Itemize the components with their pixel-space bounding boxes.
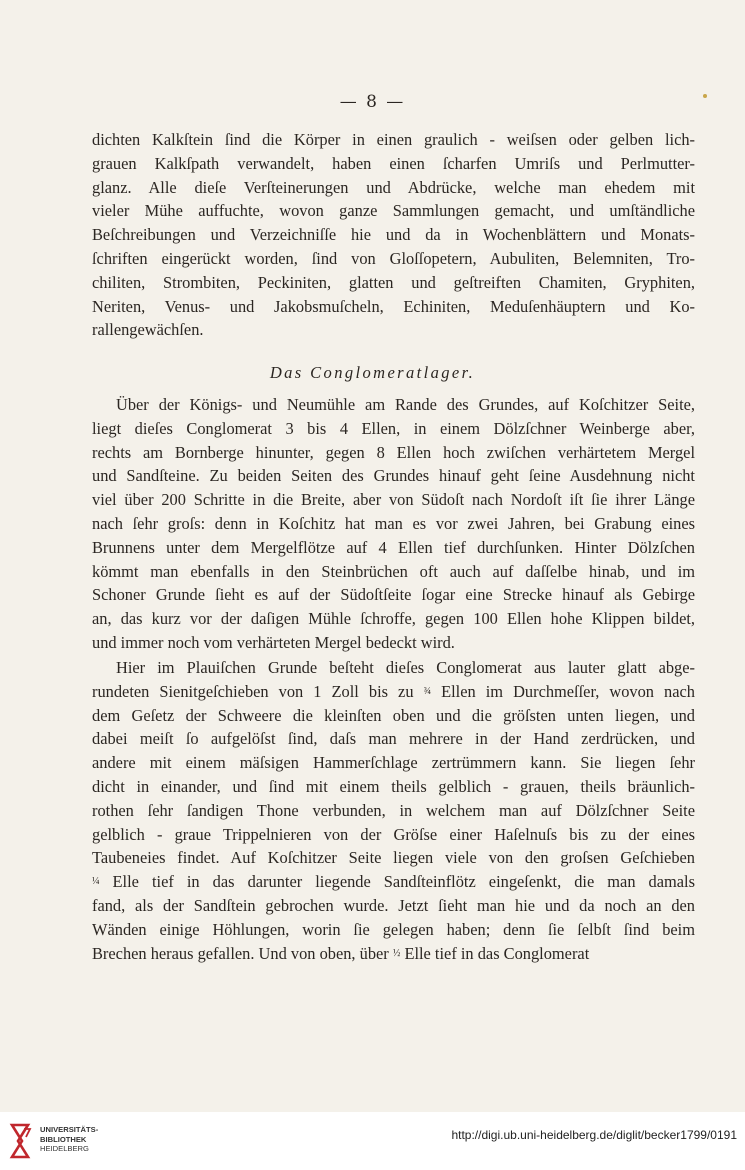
paragraph-conglomerate-location <box>92 393 695 655</box>
text-line <box>92 656 695 680</box>
text-line <box>92 704 695 728</box>
text-segment: rundeten Sienitgeſchieben von 1 Zoll bis zu <box>92 681 424 701</box>
text-line <box>92 680 695 704</box>
text-segment: rothen ſehr ſandigen Thone verbunden, in welchem man auf Dölzſchner Seite <box>92 800 695 820</box>
text-segment: gelblich - graue Trippelnieren von der Gröſse einer Haſelnuſs bis zu der eines <box>92 824 695 844</box>
text-line: glanz. Alle dieſe Verſteinerungen und Abdrücke, welche man ehedem mit <box>92 177 695 197</box>
text-segment: dem Geſetz der Schweere die kleinſten oben und die gröſsten unten liegen, und <box>92 705 695 725</box>
text-line: Beſchreibungen und Verzeichniſſe hie und da in Wochenblättern und Monats- <box>92 225 695 245</box>
library-line-3: HEIDELBERG <box>40 1144 89 1153</box>
text-segment: Elle tief in das darunter liegende Sandſteinflötz eingeſenkt, die man damals <box>99 872 695 892</box>
source-url-link[interactable]: http://digi.ub.uni-heidelberg.de/diglit/becker1799/0191 <box>451 1128 737 1142</box>
text-line <box>92 894 695 918</box>
text-line: Brunnens unter dem Mergelflötze auf 4 Ellen tief durchſunken. Hinter Dölzſchen <box>92 537 695 557</box>
library-line-2: BIBLIOTHEK <box>40 1134 87 1144</box>
text-line <box>92 846 695 870</box>
text-segment: andere mit einem mäſsigen Hammerſchlage zertrümmern kann. Sie liegen ſehr <box>92 753 695 773</box>
text-line <box>92 870 695 894</box>
text-line: nach ſehr groſs: denn in Koſchitz hat man es vor zwei Jahren, bei Grabung eines <box>92 513 695 533</box>
text-line: an, das kurz vor der daſigen Mühle ſchroffe, gegen 100 Ellen hohe Klippen bildet, <box>92 609 695 629</box>
footer-bar <box>0 1112 745 1170</box>
paragraph-conglomerate-composition <box>92 656 695 965</box>
text-line: kömmt man ebenfalls in den Steinbrüchen oft auch auf daſſelbe hinab, und im <box>92 561 695 581</box>
text-line <box>92 918 695 942</box>
text-segment: dabei meiſt ſo aufgelöſst ſind, daſs man mehrere in der Hand zerdrücken, und <box>92 729 695 749</box>
text-line: und immer noch vom verhärteten Mergel bedeckt wird. <box>92 632 455 652</box>
text-line <box>92 751 695 775</box>
text-segment: Hier im Plauiſchen Grunde beſteht dieſes Conglomerat aus lauter glatt abge- <box>116 658 695 677</box>
text-segment: dicht in einander, und ſind mit einem theils gelblich - grauen, theils bräunlich- <box>92 776 695 796</box>
text-line <box>92 823 695 847</box>
text-line: chiliten, Strombiten, Peckiniten, glatten und geſtreiften Chamiten, Gryphiten, <box>92 272 695 292</box>
text-line: Über der Königs- und Neumühle am Rande des Grundes, auf Koſchitzer Seite, <box>116 395 695 414</box>
ink-dot <box>703 94 707 98</box>
section-heading: Das Conglomeratlager. <box>269 363 476 382</box>
text-segment: Brechen heraus gefallen. Und von oben, über <box>92 943 393 963</box>
paragraph-fossils <box>92 128 695 342</box>
text-line: ſchriften eingerückt worden, ſind von Gloſſopetern, Aubuliten, Belemniten, Tro- <box>92 248 695 268</box>
text-line: vieler Mühe auffuchte, wovon ganze Sammlungen gemacht, und umſtändliche <box>92 201 695 221</box>
text-line: liegt dieſes Conglomerat 3 bis 4 Ellen, in einem Dölzſchner Weinberge aber, <box>92 418 695 438</box>
text-line: Neriten, Venus- und Jakobsmuſcheln, Echiniten, Meduſenhäuptern und Ko- <box>92 296 695 316</box>
text-segment: Taubeneies findet. Auf Koſchitzer Seite liegen viele von den groſsen Geſchieben <box>92 848 695 868</box>
fraction: ¼ <box>92 876 100 888</box>
text-segment: Elle tief in das Conglomerat <box>400 943 590 963</box>
fraction: ½ <box>392 947 401 959</box>
text-line <box>92 775 695 799</box>
text-line: grauen Kalkſpath verwandelt, haben einen ſcharfen Umriſs und Perlmutter- <box>92 153 695 173</box>
text-segment: fand, als der Sandſtein gebrochen wurde. Jetzt ſieht man hie und da noch an den <box>92 895 695 915</box>
text-line: Schoner Grunde ſieht es auf der Südoſtſeite ſogar eine Strecke hinauf als Gebirge <box>92 585 695 605</box>
text-line <box>92 727 695 751</box>
text-line <box>92 799 695 823</box>
text-line: und Sandſteine. Zu beiden Seiten des Grundes hinauf geht ſeine Ausdehnung nicht <box>92 466 695 486</box>
text-line: rallengewächſen. <box>92 320 204 340</box>
text-line: rechts am Bornberge hinunter, gegen 8 Ellen hoch zwiſchen verhärtetem Mergel <box>92 442 695 462</box>
text-segment: Ellen im Durchmeſſer, wovon nach <box>431 681 695 701</box>
fraction: ¾ <box>423 685 432 697</box>
text-line: dichten Kalkſtein ſind die Körper in einen graulich - weiſsen oder gelben lich- <box>92 130 695 149</box>
library-name <box>40 1125 98 1154</box>
text-line: viel über 200 Schritte in die Breite, aber von Südoſt nach Nordoſt iſt ſie ihrer Länge <box>92 490 695 510</box>
text-segment: Wänden einige Höhlungen, worin ſie gelegen haben; denn ſie ſelbſt ſind beim <box>92 919 695 939</box>
page-header: — 8 — <box>339 92 406 112</box>
library-logo-icon <box>8 1121 34 1161</box>
text-line <box>92 942 695 966</box>
library-line-1: UNIVERSITÄTS- <box>40 1125 99 1134</box>
